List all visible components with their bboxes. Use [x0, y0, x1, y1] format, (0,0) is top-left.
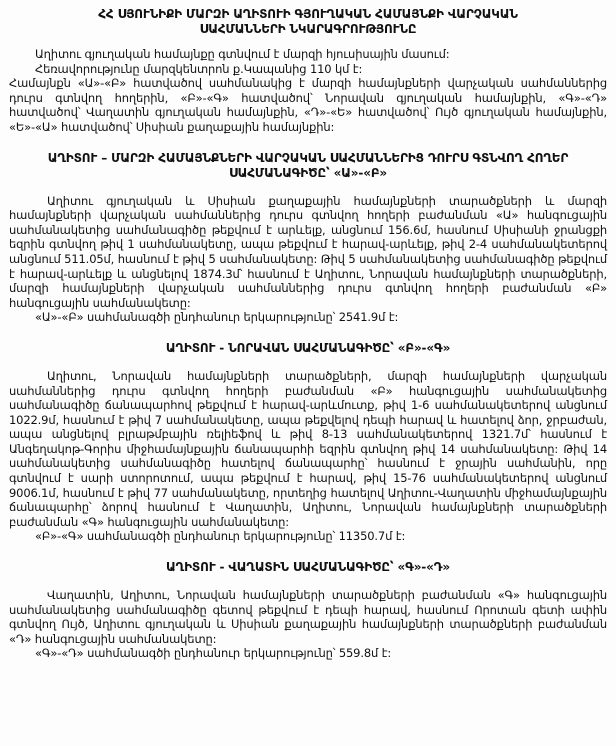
section-heading-g-d-line1: ԱՂԻՏՈՒ - ՎԱՂԱՏԻՆ ՍԱՀՄԱՆԱԳԻԾԸ՝ «Գ»-«Դ» — [166, 560, 450, 575]
section-heading-a-b-line1: ԱՂԻՏՈՒ – ՄԱՐԶԻ ՀԱՄԱՅՆՔՆԵՐԻ ՎԱՐՉԱԿԱՆ ՍԱՀՄԱՆՆԵՐԻՑ ԴՈՒՐՍ ԳՏՆՎՈՂ ՀՈՂԵՐ — [47, 150, 569, 165]
section-heading-b-g-line1: ԱՂԻՏՈՒ - ՆՈՐԱՎԱՆ ՍԱՀՄԱՆԱԳԻԾԸ՝ «Բ»-«Գ» — [165, 340, 451, 355]
section-heading-b-g — [9, 341, 607, 356]
document-title — [9, 7, 607, 37]
intro-paragraph-borders: Համայնքն «Ա»-«Բ» հատվածով սահմանակից է մարզի համայնքների վարչական սահմաններից դուրս գտնվող հողերին, «Բ»-«Գ» հատվածով՝ Նորավան գյուղական համայնքին, «Գ»-«Դ» հատվածով՝ Վաղատին գյուղական համայնքին, «Դ»-«Ե» հատվածով՝ Ույծ գյուղական համայնքին, «Ե»-«Ա» հատվածով՝ Սիսիան քաղաքային համայնքին: — [9, 76, 607, 134]
intro-paragraph-location: Աղիտու գյուղական համայնքը գտնվում է մարզի հյուսիսային մասում: — [35, 47, 450, 61]
section-heading-g-d — [9, 560, 607, 575]
document-title-line1: ՀՀ ՍՅՈՒՆԻՔԻ ՄԱՐԶԻ ԱՂԻՏՈՒԻ ԳՅՈՒՂԱԿԱՆ ՀԱՄԱՅՆՔԻ ՎԱՐՉԱԿԱՆ — [98, 7, 518, 21]
section-body-b-g: Աղիտու, Նորավան համայնքների տարածքների, մարզի համայնքների վարչական սահմաններից դուրս գտնվող հողերի բաժանման «Բ» հանգուցային սահմանակետից սահմանագիծը ճանապարհով թեքվում է հարավ-արևմուտք, թիվ 1-6 սահմանակետերով անցնում 1022.9մ, հասնում է թիվ 7 սահմանակետը, ապա թեքվելով դեպի հարավ և հատելով ձոր, ջրբաժան, ապա անցնելով բլրաթմբային ռելիեֆով և թիվ 8-13 սահմանակետերով 1321.7մ՝ հասնում է Անգեղակոթ-Գորիս միջհամայնքային ճանապարհի եզրին գտնվող թիվ 14 սահմանակետը: Թիվ 14 սահմանակետից սահմանագիծը հատելով ճանապարհը՝ հասնում է ջրային սահմանին, որը գտնվում է սարի ստորոտում, ապա թեքվում է հարավ, թիվ 15-76 սահմանակետերով անցնում 9006.1մ, հասնում է թիվ 77 սահմանակետը, որտեղից հատելով Աղիտու-Վաղատին միջհամայնքային ճանապարհը՝ ձորով հասնում է Վաղատին, Աղիտու, Նորավան համայնքների տարածքների բաժանման «Գ» հանգուցային սահմանակետը: — [9, 368, 607, 529]
section-body-g-d: Վաղատին, Աղիտու, Նորավան համայնքների տարածքների բաժանման «Գ» հանգուցային սահմանակետից սահմանագիծը գետով թեքվում է դեպի հարավ, հասնում Որոտան գետի ափին գտնվող Ույծ, Աղիտու գյուղական և Սիսիան քաղաքային համայնքների տարածքների բաժանման «Դ» հանգուցային սահմանակետը: — [9, 588, 607, 646]
section-total-g-d: «Գ»-«Դ» սահմանագծի ընդհանուր երկարությունը՝ 559.8մ է: — [35, 646, 392, 661]
section-total-b-g: «Բ»-«Գ» սահմանագծի ընդհանուր երկարությունը՝ 11350.7մ է: — [35, 529, 406, 544]
document-title-line2: ՍԱՀՄԱՆՆԵՐԻ ՆԿԱՐԱԳՐՈՒԹՅՈՒՆԸ — [199, 22, 417, 36]
section-heading-a-b-line2: ՍԱՀՄԱՆԱԳԻԾԸ՝ «Ա»-«Բ» — [228, 165, 388, 180]
intro-paragraph-distance: Հեռավորությունը մարզկենտրոն ք.Կապանից 110 կմ է: — [35, 61, 363, 76]
section-body-a-b: Աղիտու գյուղական և Սիսիան քաղաքային համայնքների տարածքների և մարզի համայնքների վարչական սահմաններից դուրս գտնվող հողերի բաժանման «Ա» հանգուցային սահմանակետից սահմանագիծը թեքվում է արևելք, անցնում 156.6մ, հասնում Սիսիանի ջրանցքի եզրին գտնվող թիվ 1 սահմանակետը, ապա թեքվում է հարավ-արևելք, թիվ 2-4 սահմանակետերով անցնում 511.05մ, հասնում է թիվ 5 սահմանակետը: Թիվ 5 սահմանակետից սահմանագիծը թեքվում է հարավ-արևելք և անցնելով 1874.3մ՝ հասնում է Աղիտու, Նորավան համայնքների տարածքների, մարզի համայնքների վարչական սահմաններից դուրս գտնվող հողերի բաժանման «Բ» հանգուցային սահմանակետը: — [9, 193, 607, 310]
section-heading-a-b — [9, 151, 607, 181]
section-total-a-b: «Ա»-«Բ» սահմանագծի ընդհանուր երկարությունը՝ 2541.9մ է: — [35, 310, 399, 325]
